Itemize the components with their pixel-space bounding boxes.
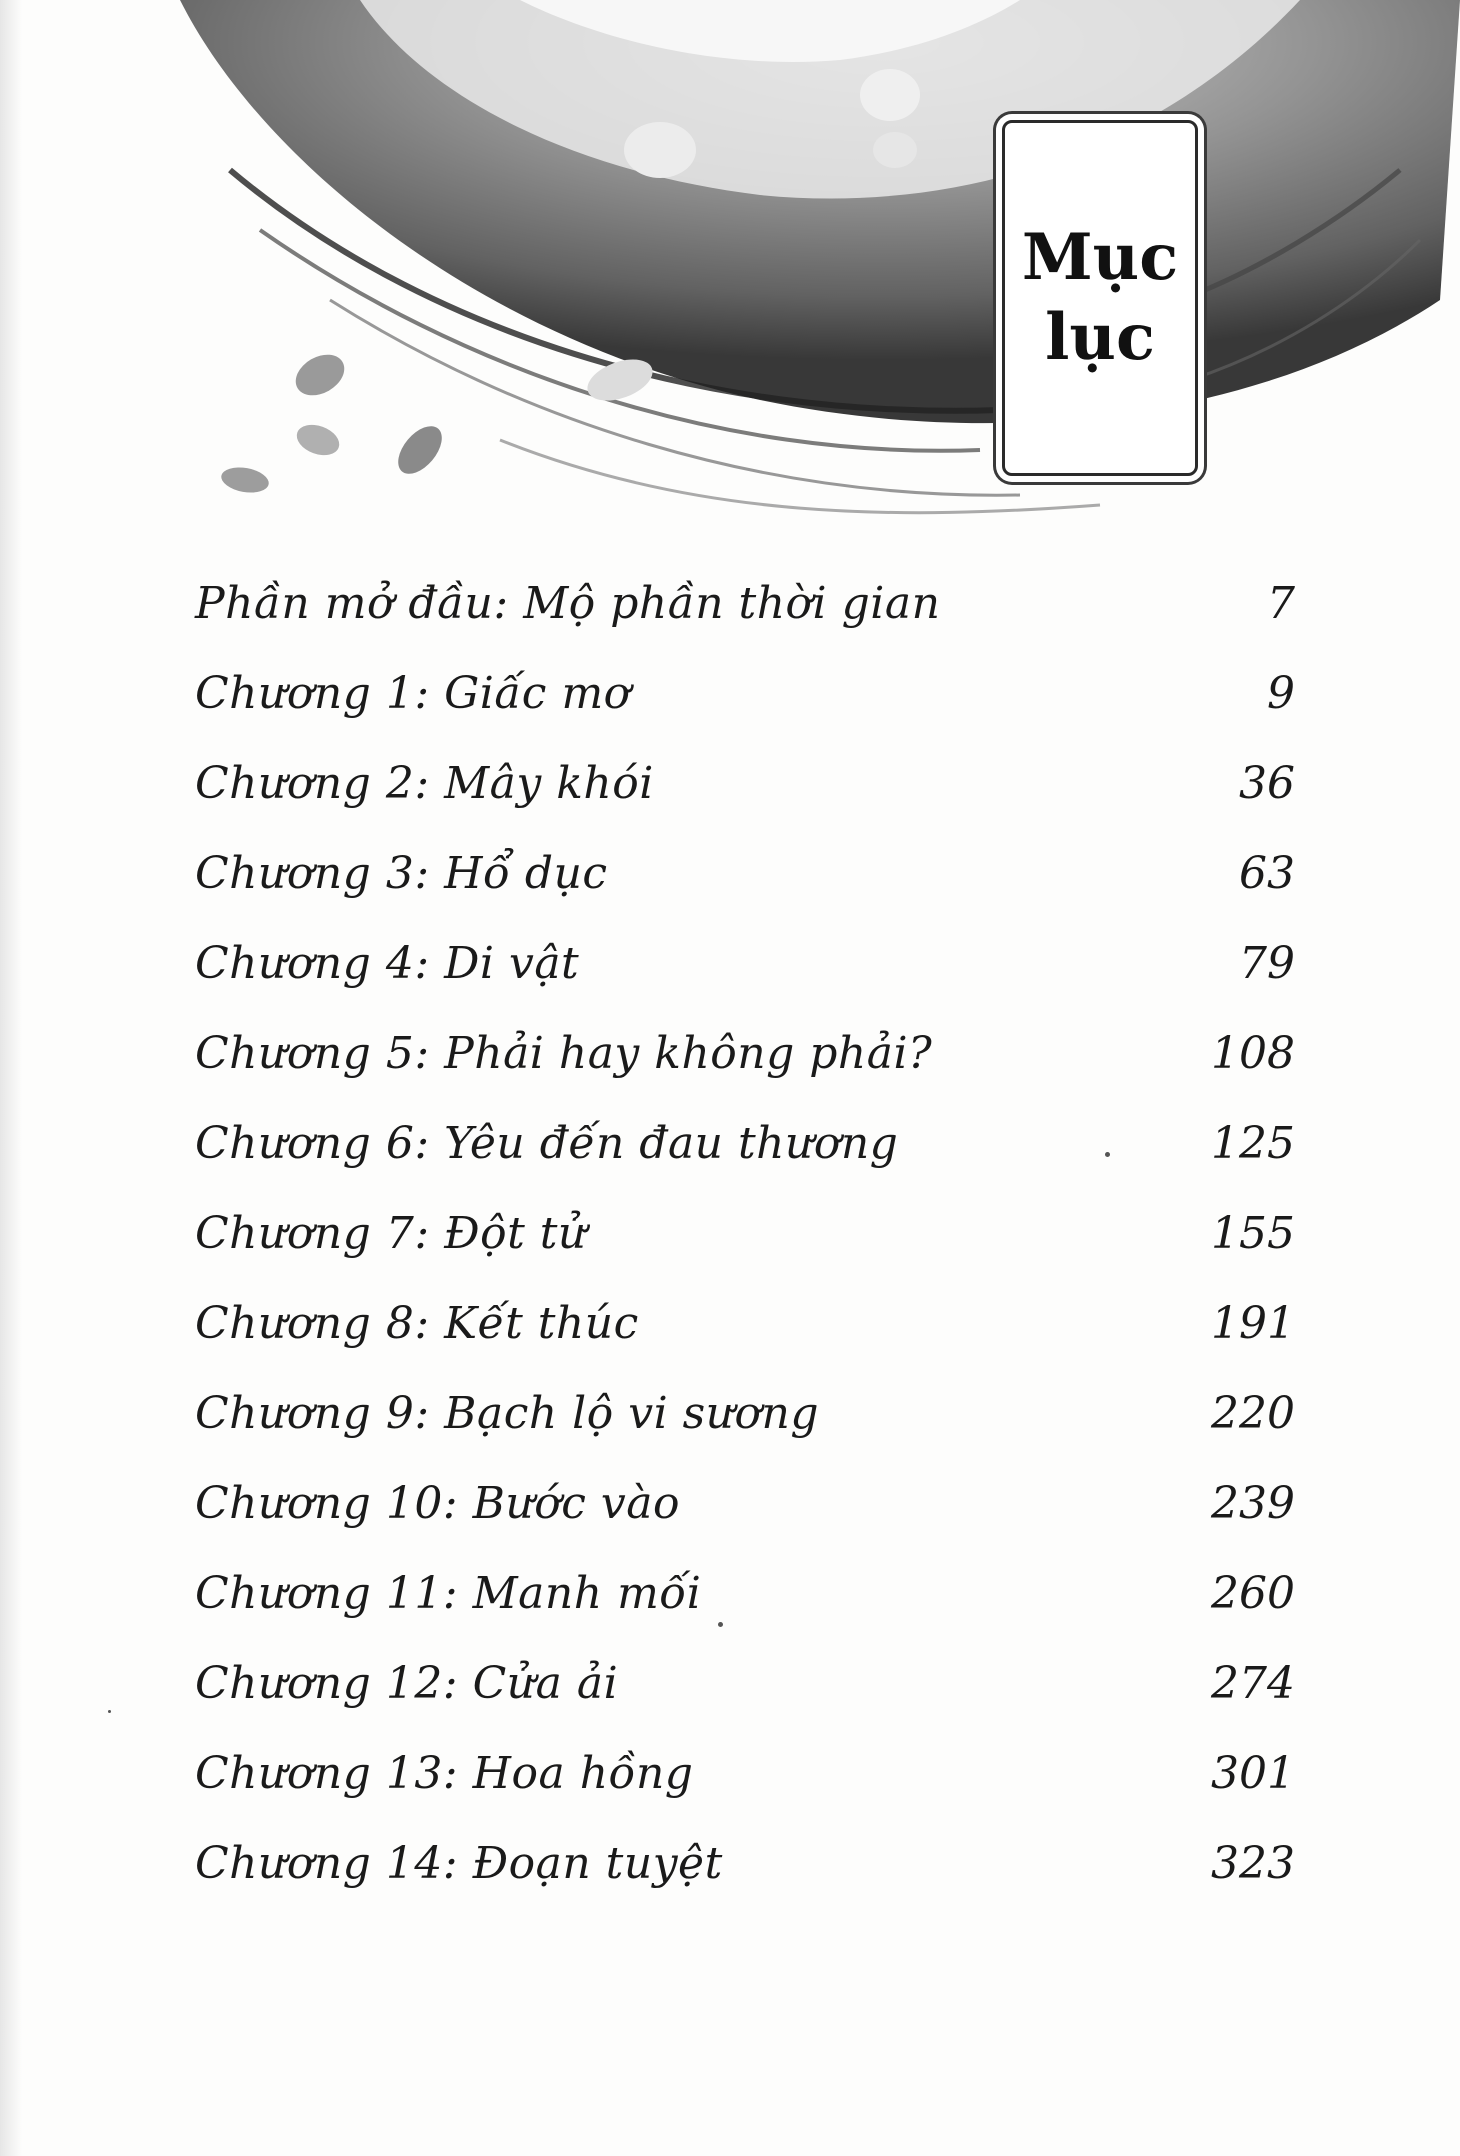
toc-entry-page: 79 <box>1239 938 1295 989</box>
ink-speck <box>108 1710 111 1713</box>
toc-entry <box>195 1470 1295 1560</box>
toc-entry-title: Chương 10: Bước vào <box>195 1478 680 1529</box>
ink-speck <box>1105 1152 1110 1157</box>
toc-entry-title: Chương 1: Giấc mơ <box>195 668 631 719</box>
toc-entry-title: Chương 5: Phải hay không phải? <box>195 1028 933 1079</box>
toc-entry <box>195 1650 1295 1740</box>
toc-entry-page: 36 <box>1239 758 1295 809</box>
toc-entry-page: 9 <box>1267 668 1295 719</box>
toc-entry-page: 155 <box>1211 1208 1295 1259</box>
toc-entry <box>195 660 1295 750</box>
toc-entry <box>195 1830 1295 1920</box>
toc-entry <box>195 750 1295 840</box>
toc-entry-title: Chương 11: Manh mối <box>195 1568 702 1619</box>
toc-entry-title: Chương 4: Di vật <box>195 938 580 989</box>
toc-entry-page: 260 <box>1211 1568 1295 1619</box>
toc-entry-title: Chương 13: Hoa hồng <box>195 1748 694 1799</box>
toc-entry-page: 63 <box>1239 848 1295 899</box>
ink-wash-illustration <box>0 0 1460 560</box>
toc-entry-page: 7 <box>1267 578 1295 629</box>
toc-entry-title: Chương 12: Cửa ải <box>195 1658 619 1709</box>
toc-entry-title: Chương 8: Kết thúc <box>195 1298 639 1349</box>
toc-entry <box>195 1380 1295 1470</box>
toc-entry-title: Chương 7: Đột tử <box>195 1208 587 1259</box>
toc-entry <box>195 1560 1295 1650</box>
toc-entry-page: 301 <box>1211 1748 1295 1799</box>
page-title-line-2: lục <box>1045 300 1155 375</box>
toc-entry <box>195 840 1295 930</box>
toc-entry-title: Chương 14: Đoạn tuyệt <box>195 1838 723 1889</box>
toc-entry-page: 108 <box>1211 1028 1295 1079</box>
toc-entry-page: 274 <box>1211 1658 1295 1709</box>
toc-entry <box>195 930 1295 1020</box>
toc-entry-title: Phần mở đầu: Mộ phần thời gian <box>195 578 941 629</box>
toc-entry <box>195 1290 1295 1380</box>
toc-entry <box>195 570 1295 660</box>
toc-entry-page: 191 <box>1211 1298 1295 1349</box>
toc-entry <box>195 1740 1295 1830</box>
toc-entry <box>195 1110 1295 1200</box>
toc-entry <box>195 1020 1295 1110</box>
toc-entry-title: Chương 3: Hổ dục <box>195 848 608 899</box>
toc-entry <box>195 1200 1295 1290</box>
page-title-line-1: Mục <box>1021 220 1179 295</box>
toc-entry-page: 125 <box>1211 1118 1295 1169</box>
toc-entry-page: 239 <box>1211 1478 1295 1529</box>
ink-speck <box>718 1622 723 1627</box>
table-of-contents <box>195 570 1295 1920</box>
toc-entry-title: Chương 2: Mây khói <box>195 758 654 809</box>
toc-entry-title: Chương 6: Yêu đến đau thương <box>195 1118 899 1169</box>
toc-entry-title: Chương 9: Bạch lộ vi sương <box>195 1388 820 1439</box>
title-plaque <box>1002 120 1198 476</box>
toc-entry-page: 220 <box>1211 1388 1295 1439</box>
toc-entry-page: 323 <box>1211 1838 1295 1889</box>
